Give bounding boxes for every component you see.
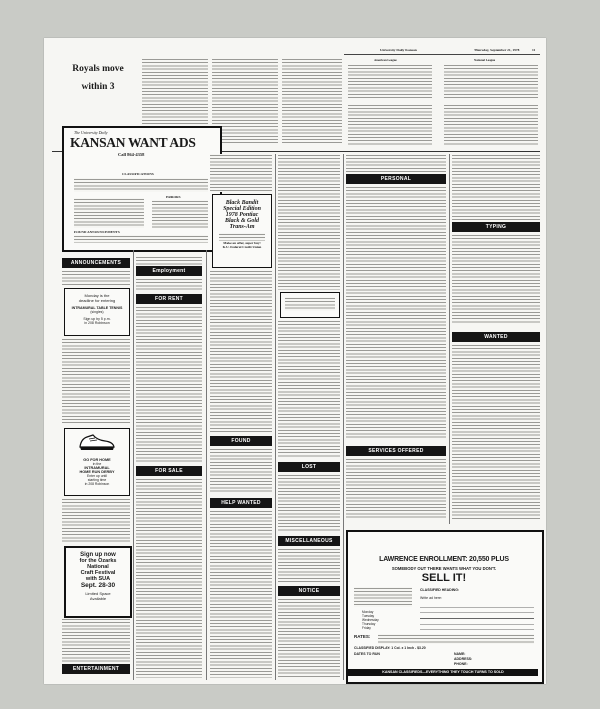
ozarks-line8: Available [89,596,107,601]
running-shoe-icon [77,431,117,453]
day-monday: Monday [362,610,374,614]
miscellaneous-header: MISCELLANEOUS [278,536,340,546]
classified-heading-label: CLASSIFIED HEADING: [420,588,460,592]
masthead-paper: University Daily Kansan [380,48,417,52]
tennis-line5: Sign up by 5 p.m. [83,317,111,321]
ozarks-line3: National [87,564,109,570]
rates-label: RATES: [354,634,371,639]
want-ads-top-label: The University Daily [74,130,108,135]
personal-header: PERSONAL [346,174,446,184]
help-wanted-header: HELP WANTED [210,498,272,508]
classifications-title: CLASSIFICATIONS [122,172,154,176]
day-friday: Friday [362,626,371,630]
found-text-col [210,448,272,494]
ozarks-line4: Craft Festival [80,570,116,576]
bandit-line5: Trans-Am [229,224,255,230]
entertainment-header: ENTERTAINMENT [62,664,130,674]
derby-line5: Enter up until [87,474,107,478]
wanted-text [452,344,540,520]
name-label: NAME: [454,652,466,656]
enrollment-sell-it: SELL IT! [421,572,467,584]
ozarks-line1: Sign up now [80,552,116,558]
want-ads-title: KANSAN WANT ADS [70,135,196,150]
bandit-line7: K.U. Federal Credit Union [222,245,262,249]
home-run-derby-ad [64,428,130,496]
errors-title: ERRORS [166,195,181,199]
typing-header: TYPING [452,222,540,232]
typing-text [452,234,540,324]
tennis-line4: (singles) [90,310,104,314]
services-offered-header: SERVICES OFFERED [346,446,446,456]
ad-writing-grid[interactable] [420,602,534,632]
notice-text [278,598,340,678]
bandit-line4: Black & Gold [225,218,259,224]
classified-display-label: CLASSIFIED DISPLAY: 1 Col. x 1 Inch - $3.20 [354,646,426,650]
help-wanted-text [210,510,272,678]
rates-table [74,178,208,192]
for-sale-header: FOR SALE [136,466,202,476]
ozarks-line7: Limited Space [85,591,111,596]
tennis-line6: in 208 Robinson [84,321,110,325]
masthead-rule [344,54,540,55]
derby-line7: in 208 Robinson [84,482,110,486]
black-bandit-ad [212,194,272,268]
found-text [74,235,208,243]
sports-headline [62,60,134,96]
al-standings [348,64,432,98]
dates-to-run-label: DATES TO RUN [354,652,380,656]
col-rule-2 [206,250,207,680]
want-ads-phone: Call 864-4358 [118,152,145,157]
small-display-ad-text [285,297,335,311]
for-rent-header: FOR RENT [136,294,202,304]
employment-header: Employment [136,266,202,276]
classification-list [74,198,144,228]
bandit-line2: Special Edition [223,206,261,212]
masthead-date: Thursday, September 21, 1978 [474,48,520,52]
col-rule-3 [275,154,276,680]
derby-line6: starting time [87,478,107,482]
col3-text-1 [210,154,272,192]
announcements-text-2 [62,338,130,424]
col3-text-2 [210,270,272,432]
ozarks-line6: Sept. 28-30 [80,582,116,589]
ozarks-line2: for the Ozarks [79,558,117,564]
ozarks-line5: with SUA [85,576,111,582]
col6-text-1 [452,154,540,220]
write-ad-label: Write ad here: [420,596,442,600]
al-label: American League [374,58,397,62]
personal-text [346,186,446,440]
derby-line1: GO FOR HOME [83,458,111,462]
bandit-line6: Make an offer, super buy! [223,241,261,245]
bandit-details [219,233,265,241]
derby-line4: HOME RUN DERBY [79,470,115,474]
headline-text: Royals move within 3 [72,64,124,92]
tennis-line1: Monday is the [84,293,110,298]
announcements-text-3 [62,498,130,542]
col4-text-2 [278,320,340,458]
day-wednesday: Wednesday [362,618,379,622]
ozarks-craft-festival-ad [64,546,132,618]
derby-line3: INTRAMURAL [84,466,110,470]
nl-standings [444,64,538,98]
announcements-header: ANNOUNCEMENTS [62,258,130,268]
col5-text-1 [346,154,446,172]
day-list [362,610,379,630]
sports-story-col3 [282,58,342,144]
col-rule-4 [343,154,344,680]
nl-results [444,104,538,146]
masthead-page: 11 [532,48,536,52]
for-rent-text [136,306,202,462]
derby-line2: in the [92,462,102,466]
services-offered-text [346,458,446,520]
enrollment-line1: LAWRENCE ENROLLMENT: 20,550 PLUS [379,556,509,563]
address-label: ADDRESS: [454,657,473,661]
enrollment-instructions [354,587,412,607]
lost-header: LOST [278,462,340,472]
al-results [348,104,432,146]
phone-label: PHONE: [454,662,468,666]
col2-text-1 [136,256,202,266]
notice-header: NOTICE [278,586,340,596]
rates-grid [378,634,534,644]
announcements-text-4 [62,618,130,662]
announcements-text-1 [62,270,130,286]
bandit-line1: Black Bandit [225,200,259,206]
enrollment-line2: SOMEBODY OUT THERE WANTS WHAT YOU DON'T. [391,566,497,571]
col-rule-5 [449,154,450,524]
found-announcements-title: FOUND ANNOUNCEMENTS [74,230,120,234]
nl-label: National League [474,58,496,62]
bandit-line3: 1978 Pontiac [225,212,259,218]
col2-text-2 [136,278,202,292]
tennis-line3: INTRAMURAL TABLE TENNIS [71,306,123,310]
small-display-ad [280,292,340,318]
col4-text-1 [278,154,340,290]
wanted-header: WANTED [452,332,540,342]
newspaper-page [44,38,546,684]
tennis-line2: deadline for entering [78,298,116,303]
lost-text [278,474,340,532]
for-sale-text [136,478,202,678]
table-tennis-ad [64,288,130,336]
found-header: FOUND [210,436,272,446]
miscellaneous-text [278,548,340,582]
day-thursday: Thursday [362,622,376,626]
col-rule-1 [133,250,134,680]
errors-text [152,200,208,228]
day-tuesday: Tuesday [362,614,375,618]
enrollment-footer: KANSAN CLASSIFIEDS—EVERYTHING THEY TOUCH TURNS TO SOLD [348,669,538,676]
